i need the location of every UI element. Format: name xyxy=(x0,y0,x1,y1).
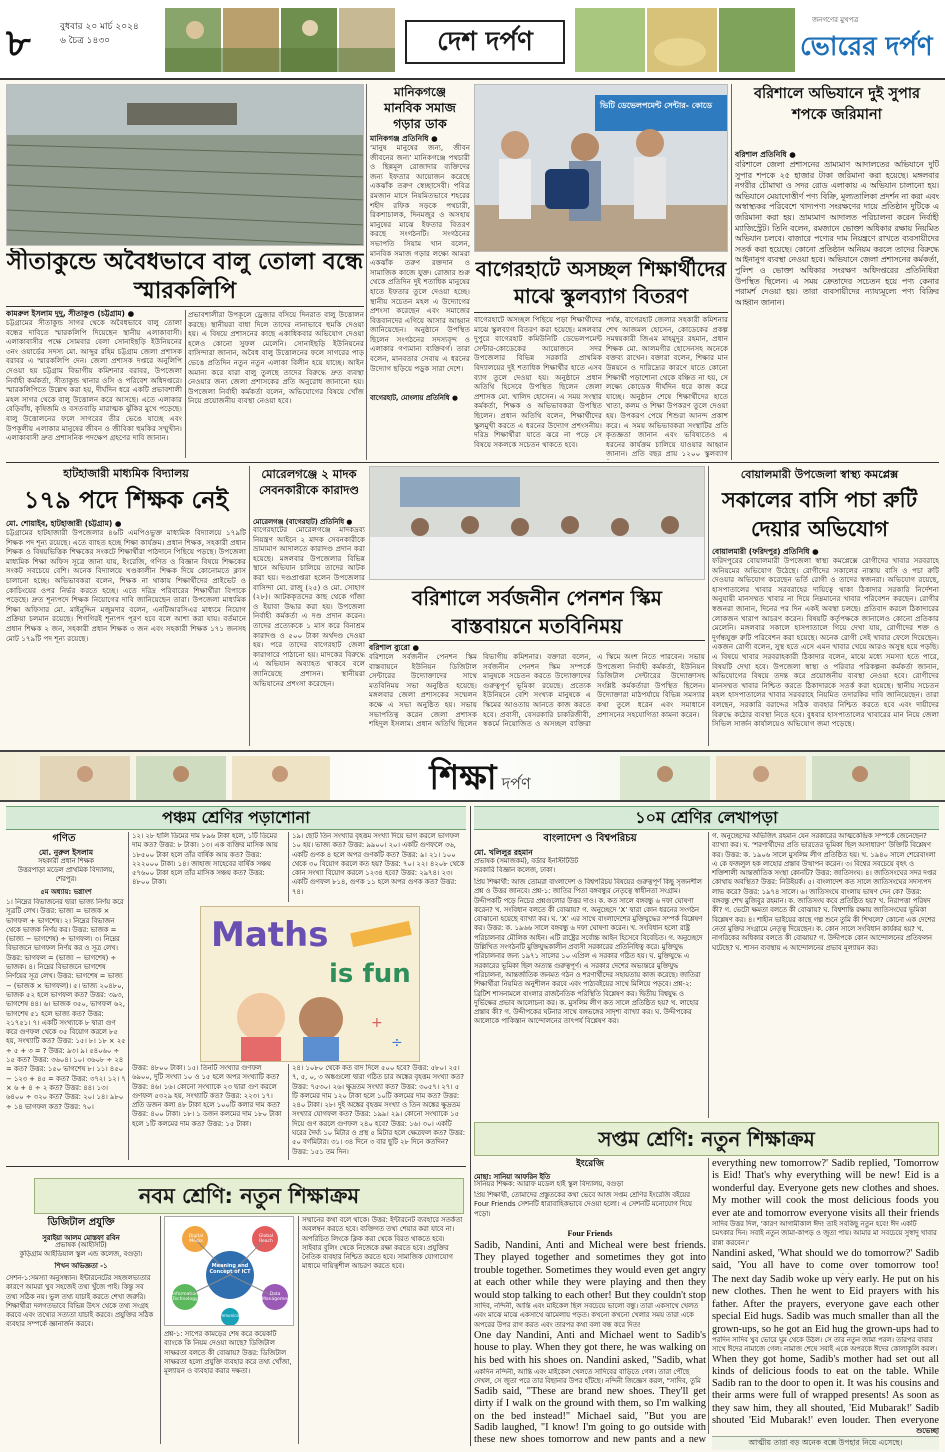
date-bengali: ৬ চৈত্র ১৪৩০ xyxy=(60,36,111,46)
column-divider xyxy=(288,1064,289,1160)
header-collage-left xyxy=(165,8,395,72)
boalmari-headline: সকালের বাসি পচা রুটি দেয়ার অভিযোগ xyxy=(721,488,918,541)
class7-story-p6: Nandini asked, 'What should we do tomorrow?' Sadib said, 'You all have to come over tomorrow too! xyxy=(712,1248,939,1272)
barishal-fine-byline: বরিশাল প্রতিনিধি ● xyxy=(735,150,796,159)
meeting-image xyxy=(370,467,705,580)
class7-story-bn2: একদিন নন্দিনী, আন্তি এবং মাইকেল খেলতে সাদিবের বাড়িতে গেল। তারা পৌঁছে দেখল, সে জুতা পরে তার বিছানার উপর হাঁটছে। নন্দিনী জিজ্ঞেস করল, "সাদিব, তুমি xyxy=(474,1368,701,1386)
class9-col2: প্রশ্ন-১: সাপের কামড়ের শেষ করে কয়েকটি ব্যাংকে কি নিয়ম দেওয়া আছে? ডিজিটাল সাক্ষরতা বলতে কী বোঝায়? উত্তর: ডিজিটাল সাক্ষরতা হলো প্রযুক্তি ব্যবহার করে তথ্য খোঁজা, মূল্যায়ন ও ব্যবহার করার দক্ষতা। xyxy=(164,1330,292,1376)
manikganj-byline: মানিকগঞ্জ প্রতিনিধি ● xyxy=(370,134,438,143)
class7-story-p1: Sadib, Nandini, Anti and Micheal were best friends. They played together and sometimes they got into trouble together. Sometimes they would even get angry at each other while they were playing and then they would stop talking to each other! But they couldn't stop xyxy=(474,1240,706,1301)
class10-subject: বাংলাদেশ ও বিশ্বপরিচয় xyxy=(543,833,637,844)
pension-headline: বরিশালে সর্বজনীন পেনশন স্কিম বাস্তবায়নে মতবিনিময় xyxy=(412,586,662,638)
class10-teacher: মো. খলিলুর রহমান xyxy=(474,848,533,857)
column-divider xyxy=(128,832,129,1160)
date-gregorian: বুধবার ২০ মার্চ ২০২৪ xyxy=(60,22,139,32)
class7-story-bn5: সাদিব উত্তর দিল, 'কারণ আগামীকাল ঈদ! তাই সবকিছু নতুন হবে! ঈদ একটি চমৎকার দিন। সবাই নতুন জামা-কাপড় ও জুতা পায়। আমার মা সবচেয়ে সুস্বাদু খাবার রান্না করবেন।' xyxy=(712,1220,937,1247)
class5-questions-col3-top: ১৯। ছোট তিন সংখ্যার বৃহত্তম সংখ্যা দিয়ে ভাগ করলে ভাগফল ১০ হয়। ভাজ্য কত? উত্তর: ৯৯০০। ২০। একটি গুণফলে ৩৬, একটি গুণক ৪ হলে অপর গুণকটি কত? উত্তর: ৯। ২১। ১০০ থেকে ৩০ বিয়োগ করলে কত হয়? উত্তর: ৭০। ২২। ৪২০৮ থেকে কোন সংখ্যা বিয়োগ করলে ১২৩৪ হবে? উত্তর: ২৯৭৪। ২৩। একটি গুণফল ৮১৪, গুণক ১১ হলে অপর গুণক কত? উত্তর: ৭৪। xyxy=(292,832,465,896)
divider xyxy=(6,306,364,307)
class9-teacher: সুরাইয়া আলম মোস্তফা রবিন xyxy=(42,1234,120,1242)
morelganj-headline: মোরেলগঞ্জে ২ মাদক সেবনকারীকে কারাদণ্ড xyxy=(258,467,360,497)
class5-header: পঞ্চম শ্রেণির পড়াশোনা xyxy=(6,806,466,830)
class9-teacher-role: প্রভাষক (আইসিটি) xyxy=(55,1241,107,1249)
column-divider xyxy=(708,1158,709,1434)
class9-col1: সেশন-১:সমস্যা অনুসন্ধান। ইন্টারনেটের সহজলভ্যতার কারণে আমরা খুব সহজেই তথ্য খুঁজে পাই। কিন্তু সব তথ্য সঠিক নয়। ভুল তথ্য যাচাই করতে শেখা জরুরি। শিক্ষার্থীরা দলগতভাবে বিভিন্ন উৎস থেকে তথ্য সংগ্রহ করবে এবং তথ্যের সত্যতা যাচাই করবে। প্রযুক্তির সঠিক ব্যবহার সম্পর্কে জ্ঞানার্জন করবে। xyxy=(6,1274,154,1329)
class7-story-p4: Sadib laughed, "I know! I'm going to go outside with these new shoes tomorrow and new pants and a new xyxy=(474,1422,706,1446)
boalmari-byline: বোয়ালমারী (ফরিদপুর) প্রতিনিধি ● xyxy=(712,547,819,556)
ict-center-title: Meaning and Concept of ICT xyxy=(209,1263,251,1275)
bagerhat-body-cont: পর্যন্ত, বাগেরহাট জেলার সহকারী কমিশনার শেখ আজমল হোসেন, কোডেকের প্রকল্প সমন্বয়কারী জিএম মাহমুদুর রহমান, প্রধান শিক্ষক মো. আলমগীর হোসেনসহ অনেকে বক্তব্য রাখেন। বক্তারা বলেন, শিক্ষার মান উন্নয়নে ও দারিদ্র্যের কারণে যাতে কোনো শিক্ষার্থী পড়াশোনা থেকে বঞ্চিত না হয়, সে লক্ষ্যে কোডেক দীর্ঘদিন ধরে কাজ করে যাচ্ছে। অনুষ্ঠান শেষে শিক্ষার্থীদের হাতে খাতা, কলম ও শিক্ষা উপকরণ তুলে দেওয়া হয়। উপকরণ পেয়ে শিশুরা আনন্দ প্রকাশ করে। এ সময় অভিভাবকরা সংস্থাটির প্রতি কৃতজ্ঞতা জানান এবং ভবিষ্যতেও এ ধরনের কার্যক্রম চালিয়ে যাওয়ার আহ্বান জানান। প্রতি বছর প্রায় ১২০০ স্কুলব্যাগ xyxy=(606,315,728,459)
column-divider xyxy=(185,310,186,458)
is-fun-title: is fun xyxy=(329,959,411,989)
students-illustration-right xyxy=(620,756,910,800)
bagerhat-byline: বাগেরহাট, মোংলায় প্রতিনিধি ● xyxy=(370,394,458,402)
maths-is-fun-illustration xyxy=(200,906,420,1062)
hathazari-body: চট্টগ্রামের হাটহাজারী উপজেলার ৪৬টি এমপিওভুক্ত মাধ্যমিক বিদ্যালয়ে ১৭৯টি শিক্ষক পদ শূন্য রয়েছে। এতে ব্যাহত হচ্ছে শিক্ষা কার্যক্রম। প্রধান শিক্ষক, সহকারী প্রধান শিক্ষক ও বিষয়ভিত্তিক শিক্ষকের সংকটে শিক্ষার্থীরা পাঠদানে পিছিয়ে পড়ছে। উপজেলা মাধ্যমিক শিক্ষা অফিস সূত্রে জানা যায়, ইংরেজি, গণিত ও বিজ্ঞান বিষয়ে শিক্ষকের সংকট সবচেয়ে বেশি। অনেক বিদ্যালয়ে খণ্ডকালীন শিক্ষক দিয়ে কোনোমতে ক্লাস চালানো হচ্ছে। অভিভাবকরা বলেন, শিক্ষক না থাকায় শিক্ষার্থীদের প্রাইভেট ও কোচিংয়ের ওপর নির্ভর করতে হচ্ছে। এতে দরিদ্র পরিবারের শিক্ষার্থীরা বিপাকে পড়েছে। দ্রুত শূন্যপদে শিক্ষক নিয়োগের দাবি জানিয়েছেন তারা। উপজেলা মাধ্যমিক শিক্ষা অফিসার মো. মাইনুদ্দিন মজুমদার বলেন, এনটিআরসিএর মাধ্যমে নিয়োগ প্রক্রিয়া চলমান রয়েছে। শিগগিরই শূন্যপদ পূরণ হবে বলে আশা করা যায়। বর্তমানে প্রধান শিক্ষক ২ জন, সহকারী প্রধান শিক্ষক ৩ জন এবং সহকারী শিক্ষক ১৭১ জনসহ মোট ১৭৯টি পদ শূন্য রয়েছে। xyxy=(6,528,246,643)
bagerhat-headline: বাগেরহাটে অসচ্ছল শিক্ষার্থীদের মাঝে স্কুলব্যাগ বিতরণ xyxy=(475,257,727,308)
class10-teacher-role: প্রভাষক (সমাজকর্ম), বর্ডার ইনস্টিটিউট xyxy=(474,857,579,865)
svg-text:÷: ÷ xyxy=(391,1035,403,1051)
section-divider xyxy=(6,1166,466,1167)
ict-node-5: Communication xyxy=(215,1313,247,1318)
photo-banner-text: ভিটি ডেভেলপমেন্ট সেন্টার- কোডে xyxy=(600,101,713,110)
column-divider xyxy=(249,466,250,746)
class7-header: সপ্তম শ্রেণি: নতুন শিক্ষাক্রম xyxy=(474,1122,939,1156)
class7-story-p5: everything new tomorrow?' Sadib replied, 'Tomorrow is Eid! That's why everything will be new! Eid is a wonderful day. Everyone gets new clothes and shoes. My mother will cook the most delicious foods you ever ate and tomorrow everyone visits all their friends xyxy=(712,1158,939,1219)
sitakunda-body-cont: প্রভাবশালীরা উপকূলে ড্রেজার বসিয়ে দিনরাত বালু উত্তোলন করছে। স্থানীয়রা বাধা দিলে তাদের নানাভাবে হুমকি দেওয়া হয়। এ বিষয়ে প্রশাসনের কাছে একাধিকবার অভিযোগ দেওয়া হলেও কোনো সুফল মেলেনি। সোনাইছড়ি ইউনিয়নের বাসিন্দারা জানান, অবৈধ বালু উত্তোলনের ফলে সাগরের পাড় ভেঙে প্রতিদিন নতুন নতুন এলাকা বিলীন হয়ে যাচ্ছে। আইন অমান্য করে যারা বালু তুলছে তাদের বিরুদ্ধে দ্রুত ব্যবস্থা নেওয়ার জন্য জেলা প্রশাসকের প্রতি অনুরোধ জানানো হয়। উপজেলা নির্বাহী কর্মকর্তা বলেন, অভিযোগের বিষয়ে খোঁজ নিয়ে প্রয়োজনীয় ব্যবস্থা নেওয়া হবে। xyxy=(188,310,364,406)
date-block xyxy=(60,20,139,48)
divider xyxy=(369,640,705,641)
newspaper-logo: ভোরের দর্পণ xyxy=(800,32,933,62)
sitakunda-byline: কামরুল ইসলাম দুদু, সীতাকুণ্ড (চট্টগ্রাম) ● xyxy=(6,309,135,318)
manikganj-body: ‘মানুষ মানুষের জন্য, জীবন জীবনের জন্য’ মানিকগঞ্জে পথচারী ও ছিন্নমূল রোজাদার ব্যক্তিদের জন্য ইফতার আয়োজন করেছে একঝাঁক তরুণ স্বেচ্ছাসেবী। পবিত্র রমজান মাসে নিয়মিতভাবে শহরের শহীদ রফিক সড়কে পথচারী, রিকশাচালক, দিনমজুর ও অসহায় মানুষের মাঝে ইফতার বিতরণ করছে সংগঠনটি। সংগঠনের সভাপতি সিয়াম খান বলেন, মানবিক সমাজ গড়ার লক্ষ্যে আমরা একঝাঁক তরুণ রক্তদান ও সামাজিক কাজে যুক্ত। রোজার শুরু থেকে প্রতিদিন দুই শতাধিক মানুষের হাতে ইফতার তুলে দেওয়া হচ্ছে। স্থানীয় সচেতন মহল এ উদ্যোগের প্রশংসা করেছেন এবং সমাজের বিত্তবানদের এগিয়ে আসার আহ্বান জানিয়েছেন। অনুষ্ঠানে উপস্থিত ছিলেন সংগঠনের সদস্যবৃন্দ ও এলাকার গণ্যমান্য ব্যক্তিবর্গ। তারা বলেন, মানবতার সেবায় এ ধরনের উদ্যোগ ছড়িয়ে পড়ুক সারা দেশে। xyxy=(370,143,470,373)
class9-session: শিখন অভিজ্ঞতা -১ xyxy=(54,1262,108,1270)
manikganj-kicker: মানিকগঞ্জে xyxy=(393,85,447,99)
class7-story-p3: Sadib said, "These are brand new shoes. They'll get dirty if I walk on the ground with them, so I'm walking on the bed instead!" Michael said, "But you are xyxy=(474,1386,706,1422)
morelganj-byline: মোরেলগঞ্জ (বাগেরহাট) প্রতিনিধি ● xyxy=(253,518,353,526)
header-photo-strip-left xyxy=(165,8,395,72)
class5-teacher: মো. নুরুল ইসলাম xyxy=(38,848,94,857)
barishal-fine-headline: বরিশালে অভিযানে দুই সুপার শপকে জরিমানা xyxy=(753,86,921,123)
class5-chapter: ৫ম অধ্যায়: ভগ্নাংশ xyxy=(40,888,92,896)
class7-story-p7: The next day Sadib woke up very early. He put on his new clothes. Then he went to Eid prayers with his father. After the prayers, everyone gave each other special Eid hugs. Sadib was much smaller than all the grown-ups, so he got an Eid hug the grown-ups had to xyxy=(712,1274,939,1335)
class5-questions-col3-bottom: ২৪। ১০৮০ থেকে কত বাদ দিলে ৫০০ হবে? উত্তর: ৫৮০। ২৫। ৭, ৫, ০, ৩ অঙ্কগুলো দ্বারা গঠিত চার অঙ্কের বৃহত্তম সংখ্যা কত? উত্তর: ৭৫৩০। ২৬। ক্ষুদ্রতম সংখ্যা কত? উত্তর: ৩০৫৭। ২৭। ৫ টি কলমের দাম ১২০ টাকা হলে ১০টি কলমের দাম কত? উত্তর: ২৪০ টাকা। ২৮। দুই অঙ্কের বৃহত্তম সংখ্যা ও তিন অঙ্কের ক্ষুদ্রতম সংখ্যার যোগফল কত? উত্তর: ১৯৯। ২৯। কোনো সংখ্যাকে ১৫ দিয়ে গুণ করলে গুণফল ২৪০ হবে? উত্তর: ১৬। ৩০। একটি ঘরের দৈর্ঘ্য ১০ মিটার ও প্রস্থ ৫ মিটার হলে ক্ষেত্রফল কত? উত্তর: ৫০ বর্গমিটার। ৩১। ৩৪ দিনে ৩ বার ছুটি ২৮ দিনে কতদিন? উত্তর: ১৫১ তম দিন। xyxy=(292,1064,466,1156)
class7-story-bn7: পরদিন সাদিব খুব ভোরে ঘুম থেকে উঠল। সে তার নতুন জামা পরল। তারপর বাবার সাথে ঈদের নামাজে গেল। নামাজ শেষে সবাই একে অপরকে ঈদের কোলাকুলি করল। xyxy=(712,1336,938,1354)
class5-questions-col2-bottom: উত্তর: ৪৮০০ টাকা। ১৫। তিনটি সংখ্যার গুণফল ৬৯০০, দুটি সংখ্যা ১০ ও ১৫ হলে অপর সংখ্যাটি কত? উত্তর: ৪৬। ১৬। কোনো সংখ্যাকে ২৩ দ্বারা গুণ করলে গুণফল ৫৩২৯ হয়, সংখ্যাটি কত? উত্তর: ২২৩। ১৭। প্রতি ডজন কলা ৪৮ টাকা হলে ১০০টি কলার দাম কত? উত্তর: ৪০০ টাকা। ১৮। ১ ডজন কলমের দাম ১৮০ টাকা হলে ১টি কলমের দাম কত? উত্তর: ১৫ টাকা। xyxy=(132,1064,282,1128)
education-banner xyxy=(0,750,945,802)
column-divider xyxy=(160,1216,161,1444)
students-illustration-left xyxy=(40,756,330,800)
page-number: ৮ xyxy=(6,21,31,65)
sitakunda-body: চট্টগ্রামের সীতাকুন্ড সাগর থেকে অবৈধভাবে বালু তোলা বন্ধের দাবিতে স্মারকলিপি দিয়েছেন স্থানীয় এলাকাবাসী। এলাকাবাসীর পক্ষে সোমবার বেলা সোনাইছড়ি ইউনিয়নের ৩নং ওয়ার্ডের সদস্য মো. আব্দুর রহিম চট্টগ্রাম জেলা প্রশাসক বরাবর এ স্মারকলিপি দেন। জেলা প্রশাসক দপ্তরে অনুলিপি দেওয়া হয় চট্টগ্রাম বিভাগীয় কমিশনার বরাবর, উপজেলা নির্বাহী কর্মকর্তা, সীতাকুন্ড থানার ওসি ও পরিবেশ অধিদপ্তরে। স্মারকলিপিতে উল্লেখ করা হয়, দীর্ঘদিন ধরে একটি প্রভাবশালী মহল সাগর থেকে বালু উত্তোলন করে আসছে। এতে এলাকার বেড়িবাঁধ, কৃষিজমি ও বসতবাড়ি মারাত্মক ঝুঁকির মুখে পড়েছে। বালু উত্তোলনের ফলে সাগরের তীর ভেঙে যাচ্ছে এবং উপকূলীয় এলাকার মানুষের জীবন ও জীবিকা হুমকির সম্মুখীন। এলাকাবাসী দ্রুত প্রশাসনিক পদক্ষেপ গ্রহণের দাবি জানান। xyxy=(6,318,182,443)
riverbank-image xyxy=(7,85,364,246)
class7-footer-label: শুভেচ্ছা xyxy=(916,1427,939,1435)
class7-footer-note: আত্মীয় তারা বড় অনেক বক্সে উপহার নিয়ে এসেছে। xyxy=(712,1436,939,1450)
class5-teacher-role: সহকারী প্রধান শিক্ষক xyxy=(38,857,94,865)
boalmari-body: ফরিদপুরের বোয়ালমারী উপজেলা স্বাস্থ্য কমপ্লেক্সে রোগীদের খাবার সরবরাহে অনিয়মের অভিযোগ উঠেছে। রোগীদের সকালের নাস্তায় বাসি ও পচা রুটি দেওয়ার অভিযোগ করেছেন ভর্তি রোগী ও তাদের স্বজনরা। অভিযোগ রয়েছে, হাসপাতালের খাবার সরবরাহের দায়িত্বে থাকা ঠিকাদার সরকারি নির্দেশনা অনুযায়ী মানসম্মত খাবার না দিয়ে নিম্নমানের খাবার পরিবেশন করছেন। রোগীর স্বজনরা জানান, দিনের পর দিন একই অবস্থা চলছে। প্রতিবাদ করলে ঠিকাদারের লোকজন খারাপ আচরণ করেন। বিষয়টি কর্তৃপক্ষকে জানালেও কোনো প্রতিকার মেলেনি। মঙ্গলবার সকালে হাসপাতালে গিয়ে দেখা যায়, রোগীদের শক্ত ও দুর্গন্ধযুক্ত রুটি পরিবেশন করা হয়েছে। অনেক রোগী সেই খাবার ফেলে দিয়েছেন। একজন রোগী বলেন, সুস্থ হতে এসে এমন খাবার খেয়ে আরও অসুস্থ হয়ে পড়ছি। এ বিষয়ে খাবার সরবরাহকারী ঠিকাদার বলেন, মাঝে মধ্যে সমস্যা হতে পারে, বিষয়টি দেখা হবে। উপজেলা স্বাস্থ্য ও পরিবার পরিকল্পনা কর্মকর্তা জানান, অভিযোগের বিষয়ে তদন্ত করে প্রয়োজনীয় ব্যবস্থা নেওয়া হবে। রোগীদের মানসম্মত খাবার নিশ্চিত করতে ঠিকাদারকে সতর্ক করা হয়েছে। স্থানীয় সচেতন মহল হাসপাতালের খাবার সরবরাহে নিয়মিত তদারকির দাবি জানিয়েছেন। তারা বলছেন, সরকারি বরাদ্দের সঠিক ব্যবহার নিশ্চিত করতে হবে এবং দায়ীদের বিরুদ্ধে কঠোর ব্যবস্থা নিতে হবে। বুধবার হাসপাতালের খাবারের মান নিয়ে জেলা সিভিল সার্জন কার্যালয়েও অভিযোগ জমা পড়েছে। xyxy=(712,556,939,729)
ict-concept-diagram xyxy=(164,1216,294,1326)
class7-teacher: মোছা: সানিয়া আফরিন ইতি xyxy=(474,1173,551,1181)
education-section-title xyxy=(360,754,600,802)
hathazari-headline: ১৭৯ পদে শিক্ষক নেই xyxy=(23,486,229,514)
header-collage-right xyxy=(575,8,795,72)
column-divider xyxy=(298,1216,299,1444)
column-divider xyxy=(470,806,471,1446)
section-title-sub: দর্পণ xyxy=(501,774,531,793)
ict-node-3: Data Management xyxy=(262,1292,292,1302)
class10-school: সরকারি বিজ্ঞান কলেজ, ঢাকা। xyxy=(474,866,556,874)
column-divider xyxy=(731,84,732,460)
hathazari-byline: মো. শোয়াইব, হাটহাজারী (চট্টগ্রাম) ● xyxy=(6,519,122,528)
class5-questions-col1: ১। নিম্নের বিভাজনের দ্বারা ভাজ্য নির্ণয় করে সূত্রটি লেখ। উত্তর: ভাজ্য = ভাজক × ভাগফল + ভাগশেষ। ২। নিম্নের বিভাজন থেকে ভাজক নির্ণয় কর। উত্তর: ভাজক = (ভাজ্য − ভাগশেষ) ÷ ভাগফল। ৩। নিম্নের বিভাজনে ভাগফল নির্ণয় কর ও সূত্র লেখ। উত্তর: ভাগফল = (ভাজ্য − ভাগশেষ) ÷ ভাজক। ৪। নিম্নের বিভাজনে ভাগশেষ নির্ণয়ের সূত্র লেখ। উত্তর: ভাগশেষ = ভাজ্য − (ভাজক × ভাগফল)। ৫। ভাজ্য ২০৪৮০, ভাজক ৫২ হলে ভাগফল কত? উত্তর: ৩৯৩, ভাগশেষ ৪৪। ৬। ভাজক ৩৫০, ভাগফল ৬২, ভাগশেষ ৫১ হলে ভাজ্য কত? উত্তর: ২১৭৫১। ৭। একটি সংখ্যাকে ৮ দ্বারা গুণ করে গুণফল থেকে ৩৫ বিয়োগ করলে ৮৫ হয়, সংখ্যাটি কত? উত্তর: ১৫। ৮। ১৮ × ২৫ ÷ ৫ + ৩ = ? উত্তর: ৯৩। ৯। ৫৪০৬০ ÷ ১৫ কত? উত্তর: ৩৬০৪। ১০। ৩৬০৮ ÷ ২৪ = কত? উত্তর: ১৫০ ভাগশেষ ৮। ১১। ৪৫০ − ১২৩ + ৪৫ = কত? উত্তর: ৩৭২। ১২। ৭ × ৬ + ৪ ÷ ২ কত? উত্তর: ৪৪। ১৩। ৬৪০০ ÷ ৩২০ কত? উত্তর: ২০। ১৪। ৯৮০ ÷ ১৪ ভাগফল কত? উত্তর: ৭০। xyxy=(6,898,126,1111)
class10-questions-col1: প্রিয় শিক্ষার্থী: আজ তোমরা বাংলাদেশ ও বিশ্বপরিচয় বিষয়ের গুরুত্বপূর্ণ কিছু সৃজনশীল প্রশ্ন ও উত্তর জানবে। প্রশ্ন-১: জাতির পিতা বঙ্গবন্ধুর নেতৃত্বে স্বাধীনতা সংগ্রাম। উদ্দীপকটি পড়ে নিচের প্রশ্নগুলোর উত্তর দাও। ক. কত সালে বঙ্গবন্ধু ৬ দফা ঘোষণা করেন? খ. সংবিধান বলতে কী বোঝায়? গ. অনুচ্ছেদে ‘X’ দ্বারা কোন ধরনের সংগঠন বোঝানো হয়েছে ব্যাখ্যা কর। ঘ. ‘X’ এর সাথে বাংলাদেশের মুক্তিযুদ্ধের সম্পর্ক বিশ্লেষণ কর। উত্তর: ক. ১৯৬৬ সালে বঙ্গবন্ধু ৬ দফা ঘোষণা করেন। খ. সংবিধান হলো রাষ্ট্র পরিচালনার মৌলিক আইন। এটি রাষ্ট্রের সর্বোচ্চ আইন হিসেবে বিবেচিত। গ. অনুচ্ছেদে উল্লিখিত সংগঠনটি মুক্তিযুদ্ধকালীন প্রবাসী সরকারের প্রতিনিধিত্ব করে। মুক্তিযুদ্ধ পরিচালনার জন্য ১৯৭১ সালের ১০ এপ্রিল এ সরকার গঠিত হয়। ঘ. মুক্তিযুদ্ধে এ সরকারের ভূমিকা ছিল অত্যন্ত গুরুত্বপূর্ণ। এ সরকার দেশের অভ্যন্তরে মুক্তিযুদ্ধ পরিচালনা, আন্তর্জাতিক জনমত গঠন ও শরণার্থীদের সহায়তায় কাজ করেছে। জাতিরা শিক্ষার্থীরা নিয়মিত অনুশীলন করবে এবং পাঠ্যবইয়ের সাথে মিলিয়ে পড়বে। প্রশ্ন-২: ব্রিটিশ শাসনামলে বাংলার রাজনৈতিক পরিস্থিতি বিশ্লেষণ কর। দ্বিতীয় বিশ্বযুদ্ধ ও দুর্ভিক্ষের প্রভাব আলোচনা কর। ক. মুসলিম লীগ কত সালে প্রতিষ্ঠিত হয়? খ. লাহোর প্রস্তাব কী? গ. উদ্দীপকের ঘটনার সাথে বঙ্গভঙ্গের সাদৃশ্য ব্যাখ্যা কর। ঘ. উদ্দীপকের আলোকে পাকিস্তান আন্দোলনের তাৎপর্য বিশ্লেষণ কর। xyxy=(474,878,703,1026)
class9-header: নবম শ্রেণি: নতুন শিক্ষাক্রম xyxy=(34,1178,464,1214)
section-title: দেশ দর্পণ xyxy=(405,20,565,64)
sitakunda-headline: সীতাকুন্ডে অবৈধভাবে বালু তোলা বন্ধে স্মারকলিপি xyxy=(6,249,364,304)
brand-tagline: জনগণের মুখপত্র xyxy=(812,16,859,24)
masthead xyxy=(0,0,945,80)
svg-text:+: + xyxy=(371,1015,383,1031)
class7-story-p9: Sadib ran to the door to open it. It was his cousins and their arms were full of wrapped presents! As soon as they saw him, they all shouted, 'Eid Mubarak!' Sadib shouted 'Eid Mubarak!' even louder. Then everyone xyxy=(712,1378,939,1426)
class9-school: কুড়িগ্রাম আইডিয়াল স্কুল এন্ড কলেজ, বগুড়া। xyxy=(19,1250,143,1258)
manikganj-headline: মানবিক সমাজ গড়ার ডাক xyxy=(384,100,456,131)
class9-col3: সম্মানের কথা বলে থাকে। উত্তর: ইন্টারনেট ব্যবহারে সতর্কতা অবলম্বন করতে হবে। ব্যক্তিগত তথ্য শেয়ার করা যাবে না। অপরিচিত লিংকে ক্লিক করা থেকে বিরত থাকতে হবে। সাইবার বুলিং থেকে নিজেকে রক্ষা করতে হবে। প্রযুক্তির নৈতিক ব্যবহার নিশ্চিত করতে হবে। সামাজিক যোগাযোগ মাধ্যমে দায়িত্বশীল আচরণ করতে হবে। xyxy=(302,1216,463,1271)
class7-subject: ইংরেজি xyxy=(576,1159,604,1169)
column-divider xyxy=(366,84,367,460)
ict-node-1: Digital Media xyxy=(188,1234,204,1244)
class9-subject: ডিজিটাল প্রযুক্তি xyxy=(47,1217,115,1228)
class10-header: ১০ম শ্রেণির লেখাপড়া xyxy=(474,806,939,830)
class5-subject: গণিত xyxy=(52,833,76,844)
header-photo-strip-right xyxy=(575,8,795,72)
boalmari-kicker: বোয়ালমারী উপজেলা স্বাস্থ্য কমপ্লেক্স xyxy=(740,468,899,481)
sand-extraction-photo xyxy=(6,84,364,246)
class7-story-title: Four Friends xyxy=(567,1229,613,1238)
class7-story-p2: One day Nandini, Anti and Michael went to Sadib's house to play. When they got there, he was walking on his bed with his shoes on. Nandini asked, "Sadib, what xyxy=(474,1330,706,1366)
divider xyxy=(474,312,728,313)
barishal-fine-body: বরিশালে জেলা প্রশাসনের ভ্রাম্যমাণ আদালতের অভিযানে দুটি সুপার শপকে ২৫ হাজার টাকা জরিমানা করা হয়েছে। মঙ্গলবার নগরীর চৌমাথা ও সদর রোড এলাকায় এ অভিযান চালানো হয়। অভিযানে মেয়াদোত্তীর্ণ পণ্য বিক্রি, মূল্যতালিকা প্রদর্শন না করা এবং অস্বাস্থ্যকর পরিবেশে খাদ্যপণ্য সংরক্ষণের দায়ে প্রতিষ্ঠান দুটিকে এ জরিমানা করা হয়। ভ্রাম্যমাণ আদালত পরিচালনা করেন নির্বাহী ম্যাজিস্ট্রেট। তিনি বলেন, রমজানে ভোক্তা অধিকার রক্ষায় নিয়মিত অভিযান চলবে। বাজারে পণ্যের দাম নিয়ন্ত্রণে রাখতে ব্যবসায়ীদের সতর্ক করা হয়েছে। কোনো প্রতিষ্ঠান অনিয়ম করলে তাদের বিরুদ্ধে আইনানুগ ব্যবস্থা নেওয়া হবে। অভিযানে জেলা প্রশাসনের কর্মকর্তা, পুলিশ ও ভোক্তা অধিকার সংরক্ষণ অধিদপ্তরের প্রতিনিধিরা উপস্থিত ছিলেন। এ সময় ক্রেতাদের সচেতন হয়ে পণ্য কেনার পরামর্শ দেওয়া হয়। তারা ব্যবসায়ীদের ন্যায্যমূল্যে পণ্য বিক্রির আহ্বান জানান। xyxy=(735,160,939,307)
class7-school: সিনিয়র শিক্ষক: আরাফ মডেল হাই স্কুল বিদ্যালয়, বগুড়া xyxy=(474,1180,624,1188)
pension-byline: বরিশাল ব্যুরো ● xyxy=(369,643,420,652)
pension-meeting-photo xyxy=(369,466,705,580)
maths-title: Maths xyxy=(211,915,329,955)
ict-node-2: Global Reach xyxy=(258,1234,274,1244)
class5-school: উত্তরপাড়া মডেল প্রাথমিক বিদ্যালয়, শেরপুর। xyxy=(17,866,115,884)
class7-intro: প্রিয় শিক্ষার্থী, তোমাদের প্রস্তুতকের কথা ভেবে আজ সপ্তম শ্রেণির ইংরেজি বইয়ের Four Friends সেশনটি ধারাবাহিকভাবে দেওয়া হলো। এ সেশনটি মনোযোগ দিয়ে পড়ো। xyxy=(474,1191,692,1218)
class10-questions-col2: গ. অনুচ্ছেদের অভিজিৎ রহমান যেন সরকারের আত্মকেন্দ্রিক সম্পর্কে জেনেছেন? ব্যাখ্যা কর। ঘ. ‘শরণার্থীদের প্রতি ভারতের ভূমিকা ছিল অসাধারণ’ উক্তিটি বিশ্লেষণ কর। উত্তর: ক. ১৯০৬ সালে মুসলিম লীগ প্রতিষ্ঠিত হয়। খ. ১৯৪০ সালে শেরেবাংলা এ কে ফজলুল হক লাহোর প্রস্তাব উত্থাপন করেন। ৩। বিশ্বের সবচেয়ে বৃহৎ ও শক্তিশালী আন্তর্জাতিক সংস্থা কোনটি? উত্তর: জাতিসংঘ। ৪। জাতিসংঘের সদর দপ্তর কোথায় অবস্থিত? উত্তর: নিউইয়র্ক। ৫। বাংলাদেশ কত সালে জাতিসংঘের সদস্যপদ লাভ করে? উত্তর: ১৯৭৪ সালে। ৬। জাতিসংঘে বাংলায় ভাষণ দেন কে? উত্তর: বঙ্গবন্ধু শেখ মুজিবুর রহমান। ক. জাতিসংঘ কবে প্রতিষ্ঠিত হয়? খ. নিরাপত্তা পরিষদ কী? গ. ভেটো ক্ষমতা বলতে কী বোঝায়? ঘ. বিশ্বশান্তি রক্ষায় জাতিসংঘের ভূমিকা বিশ্লেষণ কর। ৪। শাহীন ভাইয়ের কাছে গল্প শুনে তুমি কী শিখলে? কোনো এক দেশের নেতা মুক্তির সংগ্রামে নেতৃত্ব দিয়েছেন। ক. কোন সালে সংবিধান কার্যকর হয়? খ. নাগরিকের অধিকার বলতে কী বোঝায়? গ. উদ্দীপকে কোন আন্দোলনের প্রতিফলন ঘটেছে? ঘ. শাসন ব্যবস্থায় এ আন্দোলনের প্রভাব মূল্যায়ন কর। xyxy=(712,832,937,952)
class7-story-bn1: সাদিব, নন্দিনী, আন্তি এবং মাইকেল ছিল সবচেয়ে ভালো বন্ধু। তারা একসাথে খেলত এবং মাঝে মাঝে একসাথে ঝামেলায় পড়ত। কখনো কখনো খেলার সময় তারা একে অপরের উপর রাগ করত এবং তারপর কথা বলা বন্ধ করে দিত! xyxy=(474,1302,699,1329)
column-divider xyxy=(288,832,289,902)
column-divider xyxy=(708,832,709,1118)
bagerhat-body: বাগেরহাটে অসচ্ছল পিছিয়ে পড়া শিক্ষার্থীদের মাঝে স্কুলব্যাগ বিতরণ করা হয়েছে। মঙ্গলবার দুপুরে বাগেরহাট কমিউনিটি ডেভেলপমেন্ট সেন্টার-কোডেকের আয়োজনে সদর উপজেলার বিভিন্ন সরকারি প্রাথমিক বিদ্যালয়ের দুই শতাধিক শিক্ষার্থীর হাতে এসব ব্যাগ তুলে দেওয়া হয়। অনুষ্ঠানে প্রধান অতিথি হিসেবে উপস্থিত ছিলেন জেলা প্রশাসক মো. খালিদ হোসেন। এ সময় সংস্থার কর্মকর্তা, শিক্ষক ও অভিভাবকরা উপস্থিত ছিলেন। প্রধান অতিথি বলেন, শিক্ষার্থীদের স্কুলমুখী করতে এ ধরনের উদ্যোগ প্রশংসনীয়। দরিদ্র শিক্ষার্থীরা যাতে ঝরে না পড়ে সে বিষয়ে সকলকে সচেতন থাকতে হবে। xyxy=(474,315,602,449)
ict-node-4: Information Technology xyxy=(172,1292,199,1302)
section-divider xyxy=(6,462,939,463)
class7-story-p8: When they got home, Sadib's mother had set out all kinds of delicious foods to eat on the table. While xyxy=(712,1354,939,1378)
class5-questions-col2-top: ১২। ২৮ হালি ডিমের দাম ৮৯৬ টাকা হলে, ১টি ডিমের দাম কত? উত্তর: ৮ টাকা। ১৩। এক ব্যক্তির মাসিক আয় ১৮৫০০ টাকা হলে তাঁর বার্ষিক আয় কত? উত্তর: ২২২০০০ টাকা। ১৪। জাহাজ সাহেবের বার্ষিক সঞ্চয় ৫৭৬০০ টাকা হলে তাঁর মাসিক সঞ্চয় কত? উত্তর: ৪৮০০ টাকা। xyxy=(132,832,278,887)
section-title-main: শিক্ষা xyxy=(429,758,497,798)
hathazari-kicker: হাটহাজারী মাধ্যমিক বিদ্যালয় xyxy=(63,467,189,480)
pension-body: বরিশালে সর্বজনীন পেনশন স্কিম বাস্তবায়নে ইউনিয়ন ডিজিটাল সেন্টারের উদ্যোক্তাদের সাথে মতবিনিময় সভা অনুষ্ঠিত হয়েছে। মঙ্গলবার জেলা প্রশাসকের সম্মেলন কক্ষে এ সভা অনুষ্ঠিত হয়। সভায় সভাপতিত্ব করেন জেলা প্রশাসক শহিদুল ইসলাম। প্রধান অতিথি ছিলেন বিভাগীয় কমিশনার। বক্তারা বলেন, সর্বজনীন পেনশন স্কিম সম্পর্কে মানুষকে সচেতন করতে উদ্যোক্তাদের গুরুত্বপূর্ণ ভূমিকা রয়েছে। প্রত্যেক ইউনিয়নে বেশি সংখ্যক মানুষকে এ স্কিমের আওতায় আনতে কাজ করতে হবে। প্রবাসী, বেসরকারি চাকরিজীবী, স্বকর্মে নিয়োজিত ও অসচ্ছল ব্যক্তিরা এ স্কিমে অংশ নিতে পারবেন। সভায় উপজেলা নির্বাহী কর্মকর্তা, ইউনিয়ন ডিজিটাল সেন্টারের উদ্যোক্তাসহ সংশ্লিষ্ট কর্মকর্তারা উপস্থিত ছিলেন। উদ্যোক্তারা মাঠপর্যায়ে বিভিন্ন সমস্যার কথা তুলে ধরেন এবং সমাধানে প্রশাসনের সহযোগিতা কামনা করেন। xyxy=(369,652,705,729)
morelganj-body: বাগেরহাটের মোরেলগঞ্জে মাদকদ্রব্য নিয়ন্ত্রণ আইনে ২ মাদক সেবনকারীকে ভ্রাম্যমাণ আদালতে কারাদণ্ড প্রদান করা হয়েছে। মঙ্গলবার উপজেলার বিভিন্ন স্থানে অভিযান চালিয়ে তাদের আটক করা হয়। দণ্ডপ্রাপ্তরা হলেন উপজেলার বাসিন্দা মো. রাজু (২৫) ও মো. সোহাগ (২৮)। আটককৃতদের কাছ থেকে গাঁজা ও ইয়াবা উদ্ধার করা হয়। উপজেলা নির্বাহী কর্মকর্তা এ দণ্ড প্রদান করেন। তাদের প্রত্যেককে ১ মাস করে বিনাশ্রম কারাদণ্ড ও ৫০০ টাকা অর্থদণ্ড দেওয়া হয়। পরে তাদের বাগেরহাট জেলা কারাগারে পাঠানো হয়। মাদকের বিরুদ্ধে এ অভিযান অব্যাহত থাকবে বলে জানিয়েছে প্রশাসন। স্থানীয়রা অভিযানের প্রশংসা করেছেন। xyxy=(253,525,365,688)
